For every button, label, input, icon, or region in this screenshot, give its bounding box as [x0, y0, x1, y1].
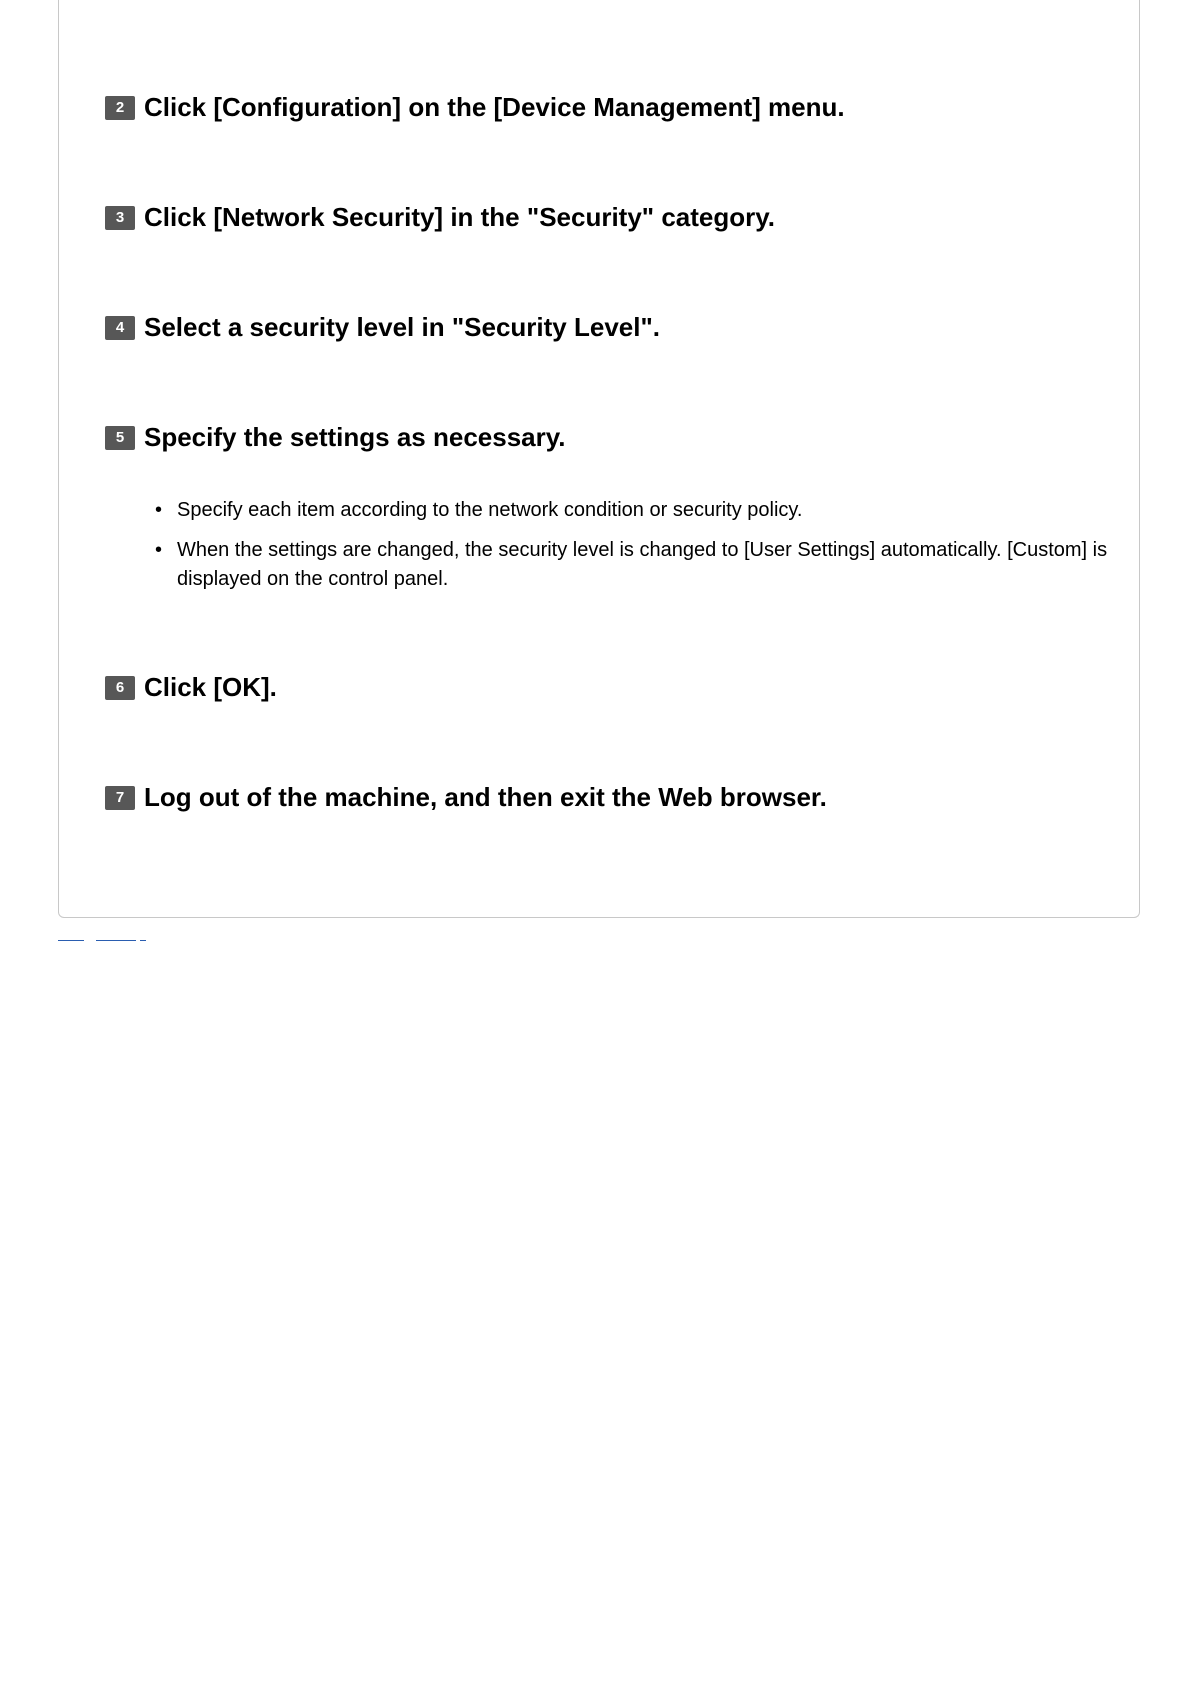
step-3 [105, 202, 775, 233]
step-5-notes [153, 496, 1113, 605]
step-4 [105, 312, 660, 343]
step-title: Specify the settings as necessary. [144, 422, 566, 452]
step-2 [105, 92, 845, 123]
bullet-icon: • [155, 539, 163, 561]
note-text: When the settings are changed, the security level is changed to [User Settings] automatically. [Custom] is displayed on the control panel. [177, 539, 1108, 590]
bullet-icon: • [155, 499, 163, 521]
footer-link[interactable] [58, 940, 84, 941]
step-title: Click [Network Security] in the "Security" category. [144, 202, 776, 232]
step-number-badge: 4 [105, 316, 135, 340]
list-item [153, 536, 1113, 594]
step-number-badge: 2 [105, 96, 135, 120]
note-text: Specify each item according to the network condition or security policy. [177, 499, 803, 521]
step-title: Log out of the machine, and then exit the Web browser. [144, 782, 827, 812]
step-title: Click [OK]. [144, 672, 277, 702]
step-7 [105, 782, 827, 813]
step-6 [105, 672, 277, 703]
footer-link[interactable] [96, 940, 136, 941]
step-number-badge: 3 [105, 206, 135, 230]
step-5 [105, 422, 566, 453]
procedure-panel [58, 0, 1140, 918]
step-number-badge: 5 [105, 426, 135, 450]
list-item [153, 496, 1113, 525]
step-title: Select a security level in "Security Level". [144, 312, 661, 342]
step-number-badge: 7 [105, 786, 135, 810]
footer-link[interactable] [140, 940, 146, 941]
step-title: Click [Configuration] on the [Device Management] menu. [144, 92, 845, 122]
step-number-badge: 6 [105, 676, 135, 700]
